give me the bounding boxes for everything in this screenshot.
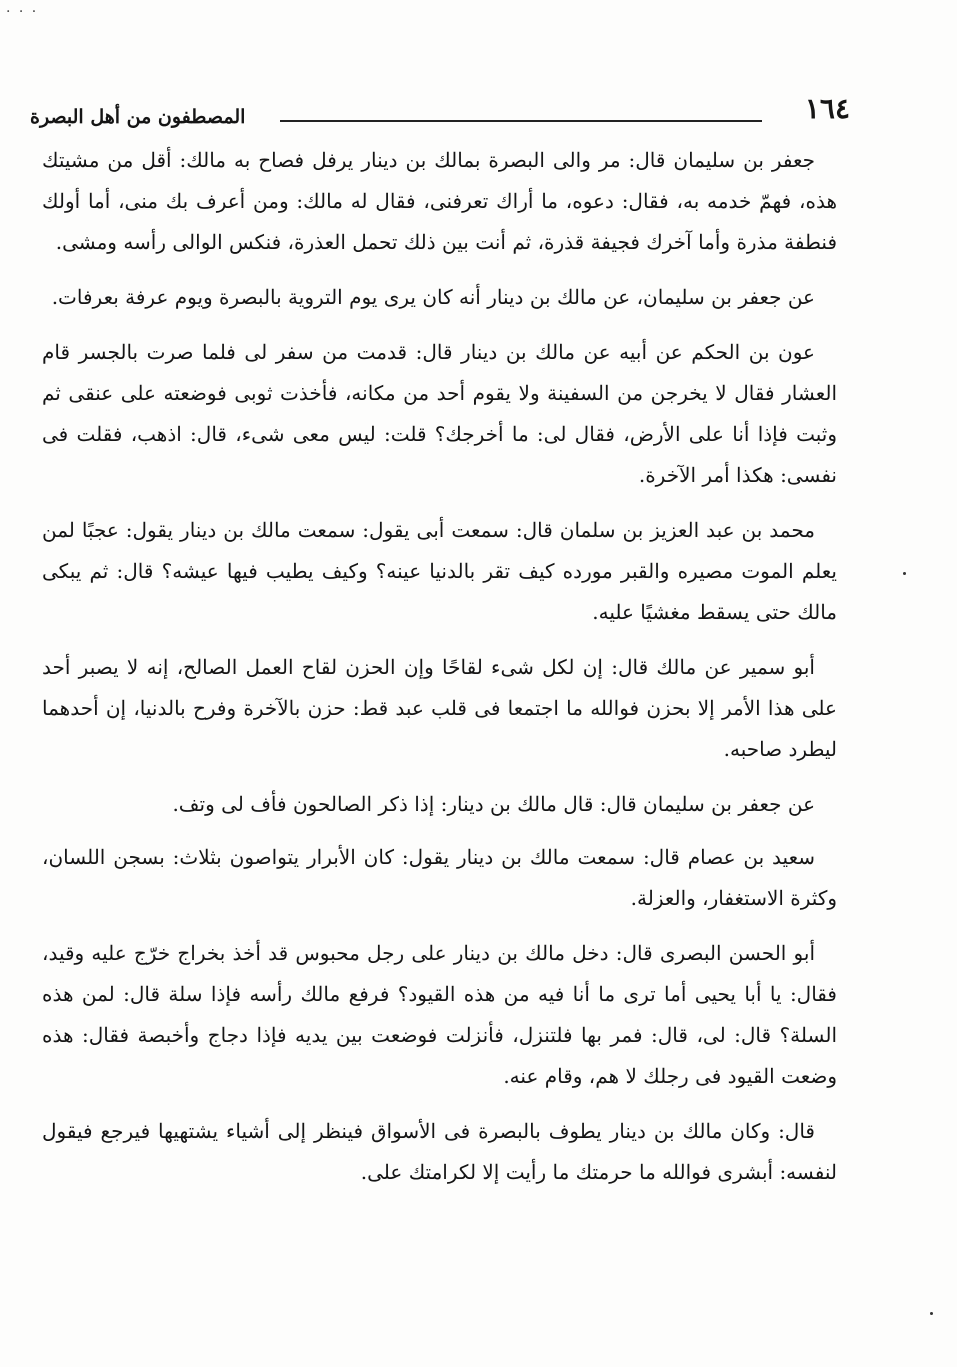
page-header — [24, 92, 850, 136]
scan-corner-mark: · · · — [6, 4, 39, 20]
page-number: ١٦٤ — [804, 92, 850, 125]
scan-speck — [930, 1312, 933, 1315]
paragraph-9: قال: وكان مالك بن دينار يطوف بالبصرة فى الأسواق فينظر إلى أشياء يشتهيها فيرجع فيقول لنفسه: أبشرى فوالله ما حرمتك ما رأيت إلا لكرامتك على. — [42, 1119, 837, 1184]
header-rule — [280, 120, 762, 122]
paragraph-2: عن جعفر بن سليمان، عن مالك بن دينار أنه كان يرى يوم التروية بالبصرة ويوم عرفة بعرفات. — [51, 285, 815, 309]
paragraph-3: عون بن الحكم عن أبيه عن مالك بن دينار قال: قدمت من سفر لى فلما صرت بالجسر قام العشار فقال لا يخرجن من السفينة ولا يقوم أحد من مكانه، فأخذت ثوبى فوضعته على عنقى ثم وثبت فإذا أنا على الأرض، فقال لى: ما أخرجك؟ قلت: ليس معى شىء، قال: اذهب، فقلت فى نفسى: هكذا أمر الآخرة. — [42, 340, 837, 487]
paragraph-1: جعفر بن سليمان قال: مر والى البصرة بمالك بن دينار يرفل فصاح به مالك: أقل من مشيتك هذه، فهمّ خدمه به، فقال: دعوه، ما أراك تعرفنى، فقال له مالك: ومن أعرف بك منى، أما أولك فنطفة مذرة وأما آخرك فجيفة قذرة، ثم أنت بين ذلك تحمل العذرة، فنكس الوالى رأسه ومشى. — [42, 148, 837, 254]
paragraph-4: محمد بن عبد العزيز بن سلمان قال: سمعت أبى يقول: سمعت مالك بن دينار يقول: عجبًا لمن يعلم الموت مصيره والقبر مورده كيف تقر بالدنيا عينه؟ وكيف يطيب فيها عيشه؟ قال: ثم يبكى مالك حتى يسقط مغشيًا عليه. — [42, 518, 837, 624]
scan-speck — [903, 572, 906, 575]
paragraph-5: أبو سمير عن مالك قال: إن لكل شىء لقاحًا وإن الحزن لقاح العمل الصالح، إنه لا يصبر أحد على هذا الأمر إلا بحزن فوالله ما اجتمعا فى قلب عبد قط: حزن بالآخرة وفرح بالدنيا، إن أحدهما ليطرد صاحبه. — [42, 655, 837, 761]
paragraph-6: عن جعفر بن سليمان قال: قال مالك بن دينار: إذا ذكر الصالحون فأف لى وتف. — [172, 792, 815, 816]
paragraph-7: سعيد بن عصام قال: سمعت مالك بن دينار يقول: كان الأبرار يتواصون بثلاث: بسجن اللسان، وكثرة الاستغفار، والعزلة. — [42, 845, 837, 910]
paragraph-8: أبو الحسن البصرى قال: دخل مالك بن دينار على رجل محبوس قد أخذ بخراج خرّج عليه وقيد، فقال: يا أبا يحيى أما ترى ما أنا فيه من هذه القيود؟ فرفع مالك رأسه فإذا سلة قال: لمن هذه السلة؟ قال: لى، قال: فمر بها فلتنزل، فأنزلت فوضعت بين يديه فإذا دجاج وأخبصة فقال: هذه وضعت القيود فى رجلك لا هم، وقام عنه. — [42, 941, 837, 1088]
page-body — [42, 140, 837, 1207]
running-title: المصطفون من أهل البصرة — [30, 106, 246, 128]
